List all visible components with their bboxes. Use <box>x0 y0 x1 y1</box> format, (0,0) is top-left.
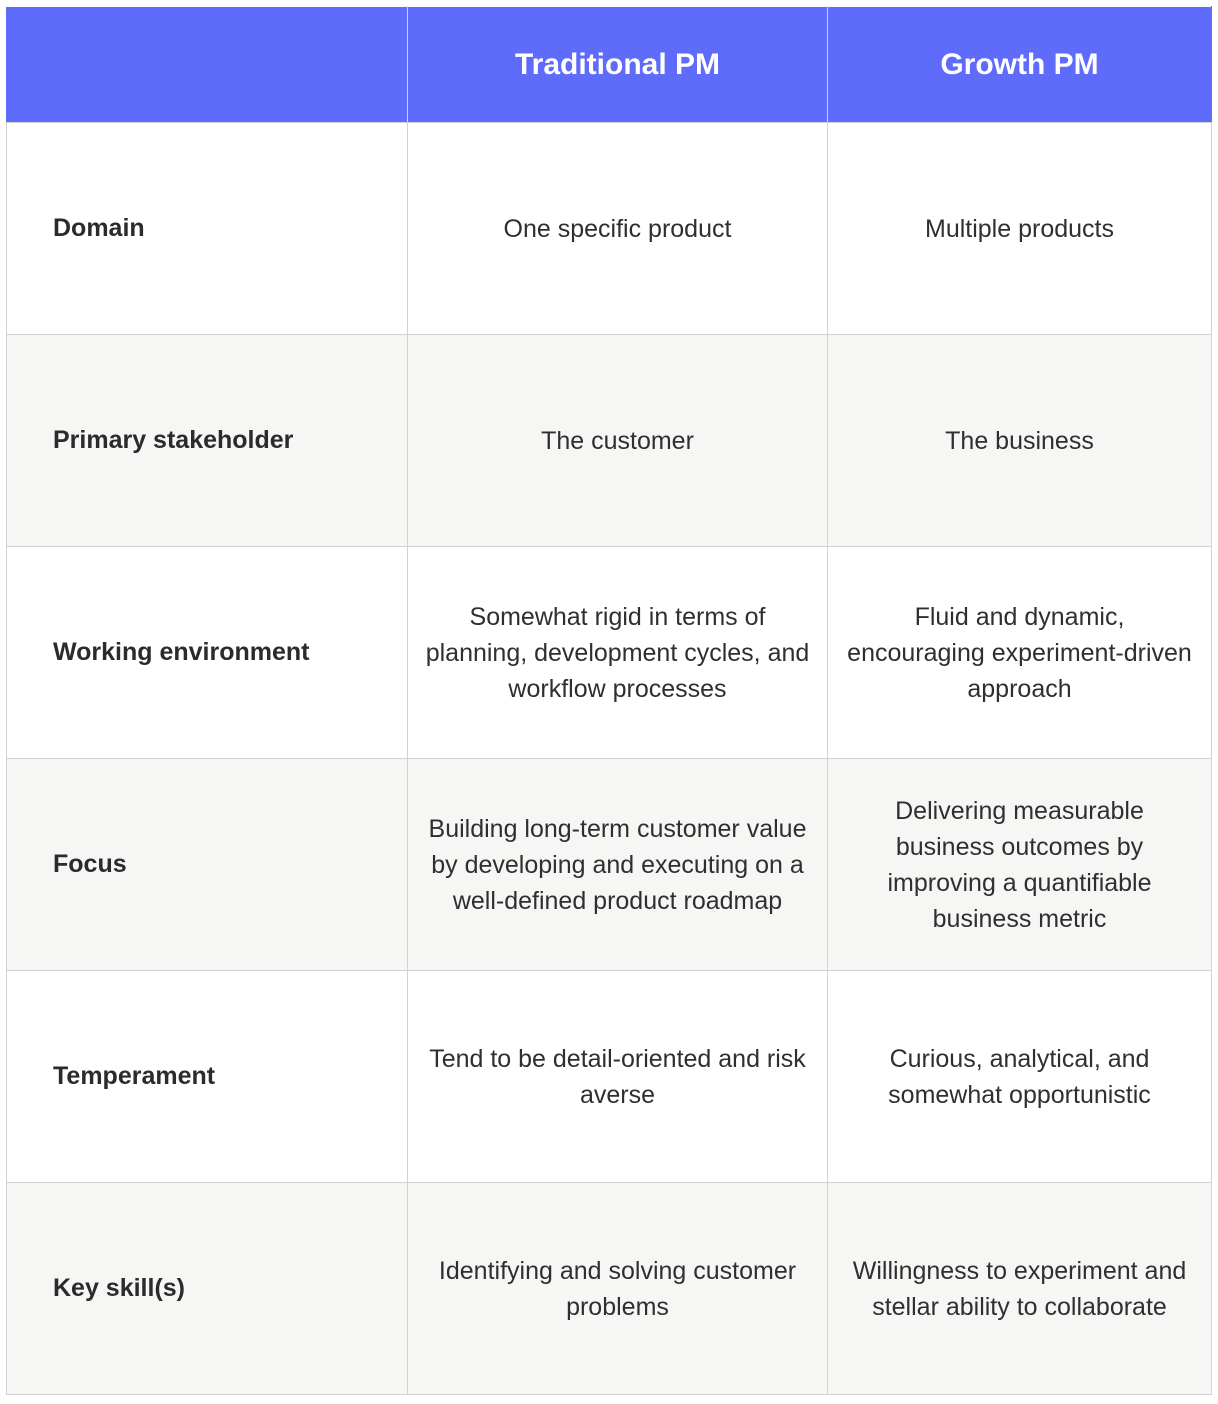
growth-temperament-cell: Curious, analytical, and somewhat opportunistic <box>828 971 1212 1183</box>
header-row <box>7 7 1212 123</box>
growth-domain-cell: Multiple products <box>828 123 1212 335</box>
header-corner-cell <box>7 7 408 123</box>
traditional-domain-cell: One specific product <box>408 123 828 335</box>
table-row <box>7 123 1212 335</box>
traditional-stakeholder-cell: The customer <box>408 335 828 547</box>
row-label-domain: Domain <box>7 123 408 335</box>
growth-environment-cell: Fluid and dynamic, encouraging experiment-driven approach <box>828 547 1212 759</box>
growth-focus-cell: Delivering measurable business outcomes by improving a quantifiable business metric <box>828 759 1212 971</box>
header-growth-pm: Growth PM <box>828 7 1212 123</box>
table-row <box>7 547 1212 759</box>
traditional-key-skills-cell: Identifying and solving customer problems <box>408 1183 828 1395</box>
growth-key-skills-cell: Willingness to experiment and stellar ability to collaborate <box>828 1183 1212 1395</box>
header-traditional-pm: Traditional PM <box>408 7 828 123</box>
table-row <box>7 759 1212 971</box>
row-label-primary-stakeholder: Primary stakeholder <box>7 335 408 547</box>
comparison-table <box>6 6 1212 1395</box>
row-label-temperament: Temperament <box>7 971 408 1183</box>
table-row <box>7 1183 1212 1395</box>
row-label-working-environment: Working environment <box>7 547 408 759</box>
row-label-focus: Focus <box>7 759 408 971</box>
traditional-environment-cell: Somewhat rigid in terms of planning, development cycles, and workflow processes <box>408 547 828 759</box>
table-row <box>7 335 1212 547</box>
table-row <box>7 971 1212 1183</box>
traditional-temperament-cell: Tend to be detail-oriented and risk averse <box>408 971 828 1183</box>
growth-stakeholder-cell: The business <box>828 335 1212 547</box>
traditional-focus-cell: Building long-term customer value by developing and executing on a well-defined product roadmap <box>408 759 828 971</box>
row-label-key-skills: Key skill(s) <box>7 1183 408 1395</box>
